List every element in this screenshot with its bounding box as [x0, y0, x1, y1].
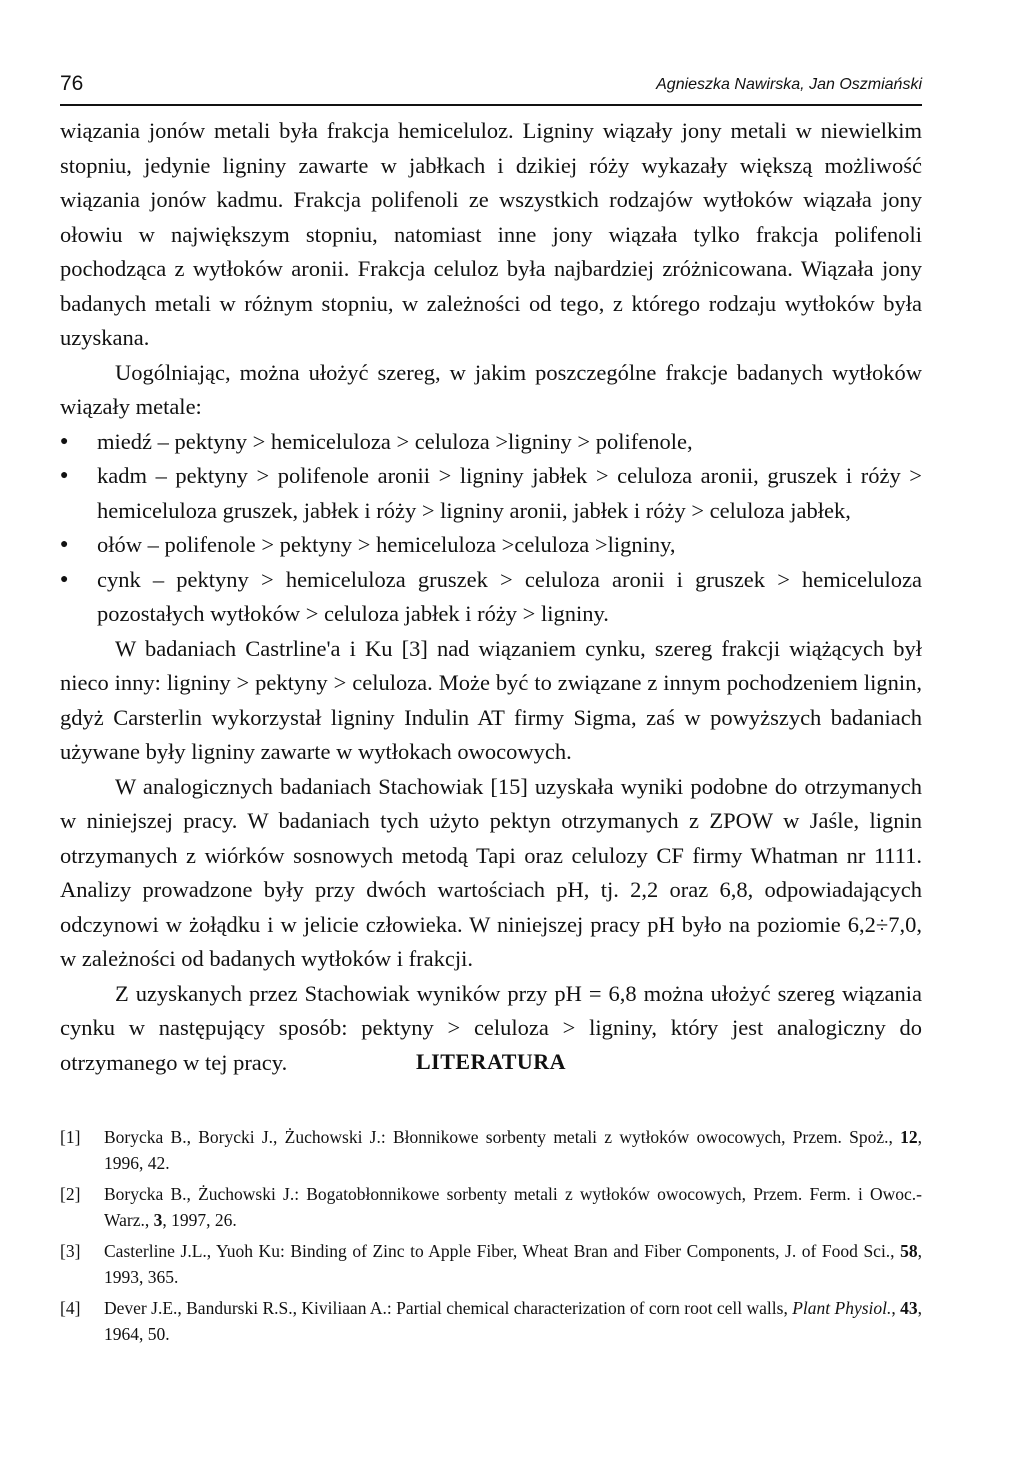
paragraph: Z uzyskanych przez Stachowiak wyników przy pH = 6,8 można ułożyć szereg wiązania cynku w następujący sposób: pektyny > celuloza > ligniny, który jest analogiczny do otrzymanego w tej pracy. [60, 980, 922, 1075]
reference-item [60, 1181, 922, 1233]
list-item: ● kadm – pektyny > polifenole aronii > ligniny jabłek > celuloza aronii, gruszek i róży > hemiceluloza gruszek, jabłek i róży > ligniny aronii, jabłek i róży > celuloza jabłek, [60, 459, 922, 528]
reference-number: [3] [60, 1241, 81, 1261]
reference-number: [1] [60, 1127, 81, 1147]
reference-tail: , 1996, 42. [104, 1127, 922, 1173]
reference-list [60, 1124, 922, 1352]
reference-separator: , [891, 1298, 901, 1318]
paragraph: Uogólniając, można ułożyć szereg, w jakim poszczególne frakcje badanych wytłoków wiązały metale: [60, 359, 922, 419]
page-header [60, 72, 922, 106]
reference-tail: , 1997, 26. [162, 1210, 237, 1230]
body-text [60, 114, 922, 1080]
list-item: ● cynk – pektyny > hemiceluloza gruszek > celuloza aronii i gruszek > hemiceluloza pozostałych wytłoków > celuloza jabłek i róży > ligniny. [60, 563, 922, 632]
paragraph: W analogicznych badaniach Stachowiak [15] uzyskała wyniki podobne do otrzymanych w niniejszej pracy. W badaniach tych użyto pektyn otrzymanych z ZPOW w Jaśle, lignin otrzymanych z wiórków sosnowych metodą Tapi oraz celulozy CF firmy Whatman nr 1111. Analizy prowadzone były przy dwóch wartościach pH, tj. 2,2 oraz 6,8, odpowiadających odczynowi w żołądku i w jelicie człowieka. W niniejszej pracy pH było na poziomie 6,2÷7,0, w zależności od badanych wytłoków i frakcji. [60, 773, 922, 971]
binding-series-list [60, 425, 922, 632]
reference-text: Borycka B., Borycki J., Żuchowski J.: Błonnikowe sorbenty metali z wytłoków owocowych, Przem. Spoż., [104, 1127, 901, 1147]
reference-volume: 3 [153, 1210, 163, 1230]
reference-tail: , 1964, 50. [104, 1298, 923, 1344]
reference-number: [2] [60, 1184, 81, 1204]
reference-volume: 43 [900, 1298, 918, 1318]
running-head-authors: Agnieszka Nawirska, Jan Oszmiański [656, 76, 922, 93]
reference-item [60, 1295, 922, 1347]
reference-text: Casterline J.L., Yuoh Ku: Binding of Zinc to Apple Fiber, Wheat Bran and Fiber Components, J. of Food Sci., [104, 1241, 901, 1261]
reference-item [60, 1238, 922, 1290]
paragraph: wiązania jonów metali była frakcja hemiceluloz. Ligniny wiązały jony metali w niewielkim stopniu, jedynie ligniny zawarte w jabłkach i dzikiej róży wykazały większą możliwość wiązania jonów kadmu. Frakcja polifenoli ze wszystkich rodzajów wytłoków wiązała jony ołowiu w największym stopniu, natomiast inne jony wiązała tylko frakcja polifenoli pochodząca z wytłoków aronii. Frakcja celuloz była najbardziej zróżnicowana. Wiązała jony badanych metali w różnym stopniu, w zależności od tego, z którego rodzaju wytłoków była uzyskana. [60, 118, 922, 350]
reference-journal: Plant Physiol. [792, 1298, 892, 1318]
literature-heading: LITERATURA [415, 1049, 567, 1074]
paragraph: W badaniach Castrline'a i Ku [3] nad wiązaniem cynku, szereg frakcji wiążących był nieco inny: ligniny > pektyny > celuloza. Może być to związane z innym pochodzeniem lignin, gdyż Carsterlin wykorzystał ligniny Indulin AT firmy Sigma, zaś w powyższych badaniach używane były ligniny zawarte w wytłokach owocowych. [60, 635, 922, 764]
reference-text: Dever J.E., Bandurski R.S., Kiviliaan A.: Partial chemical characterization of corn root cell walls, [104, 1298, 793, 1318]
list-item: ● ołów – polifenole > pektyny > hemiceluloza >celuloza >ligniny, [60, 528, 922, 563]
list-item: ● miedź – pektyny > hemiceluloza > celuloza >ligniny > polifenole, [60, 425, 922, 460]
reference-number: [4] [60, 1298, 81, 1318]
reference-tail: , 1993, 365. [104, 1241, 922, 1287]
reference-volume: 58 [900, 1241, 918, 1261]
reference-text: Borycka B., Żuchowski J.: Bogatobłonnikowe sorbenty metali z wytłoków owocowych, Przem. Ferm. i Owoc.-Warz., [104, 1184, 922, 1230]
reference-volume: 12 [900, 1127, 918, 1147]
page-number: 76 [60, 72, 84, 95]
reference-item [60, 1124, 922, 1176]
